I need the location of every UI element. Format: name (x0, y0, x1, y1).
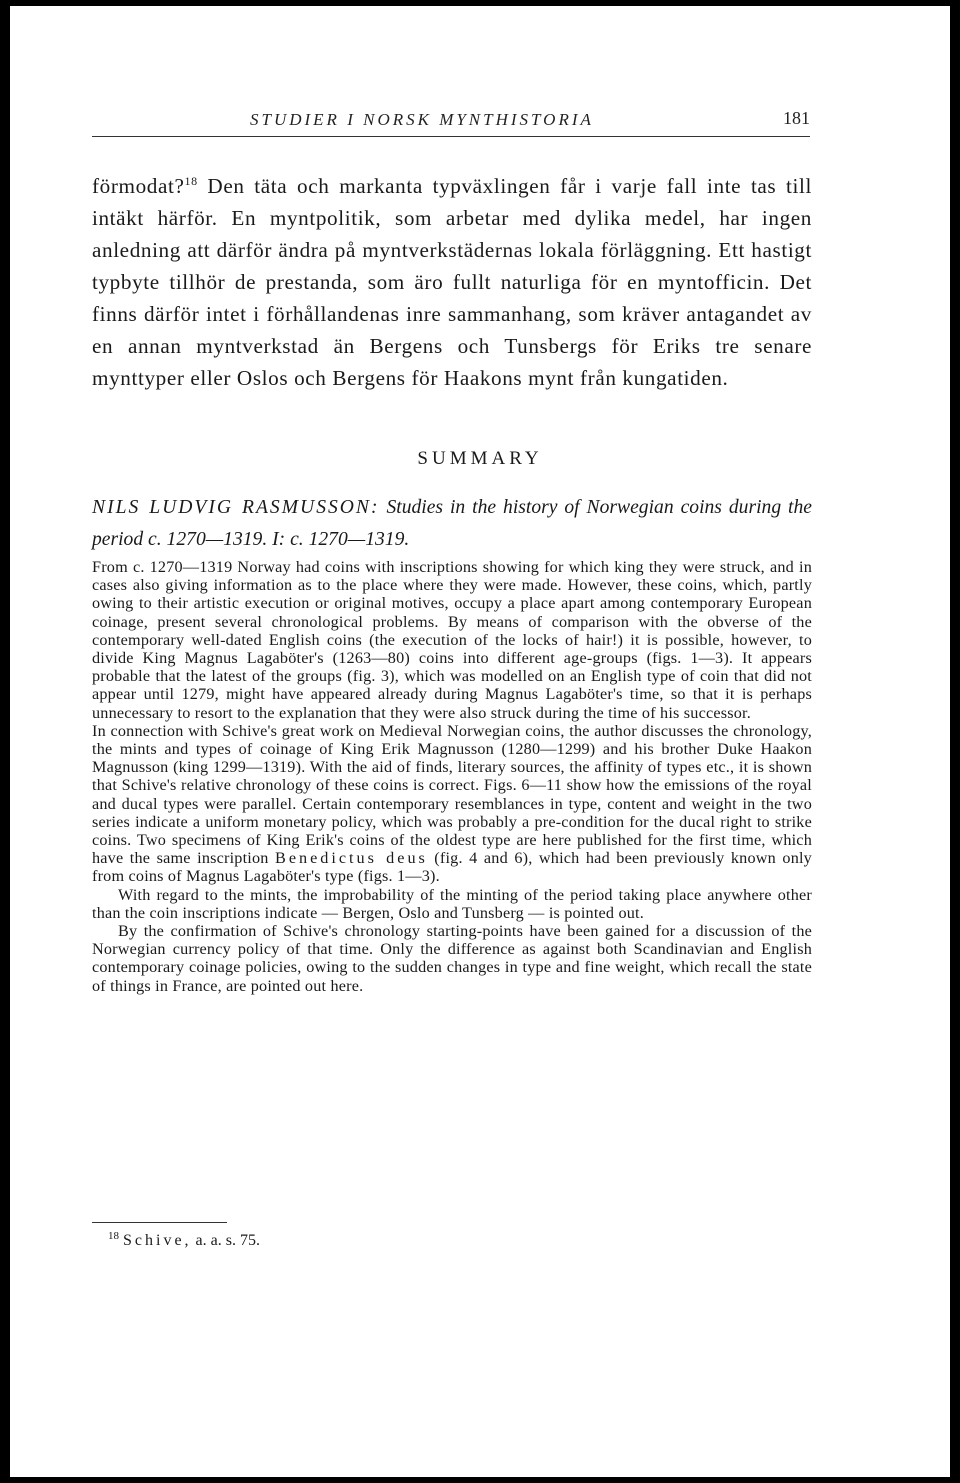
footnote (108, 1232, 260, 1250)
page-header (92, 106, 810, 137)
swedish-paragraph (92, 170, 812, 394)
footnote-ref: 18 (184, 174, 198, 188)
summary-heading: SUMMARY (417, 448, 543, 469)
paragraph-rest: Den täta och markanta typväxlingen får i varje fall inte tas till intäkt härför. En myntpolitik, som arbetar med dylika medel, har ingen anledning att därför ändra på myntverkstädernas lokala förläggning. Ett hastigt typbyte tillhör de prestanda, som äro fullt naturliga för en myntofficin. Det finns därför intet i förhållandenas inre sammanhang, som kräver antagandet av en annan myntverkstad än Bergens och Tunsbergs för Eriks tre senare mynttyper eller Oslos och Bergens för Haakons mynt från kungatiden. (92, 174, 812, 390)
footnote-text: a. a. s. 75. (191, 1232, 260, 1249)
summary-body (92, 558, 812, 995)
summary-paragraph-2-end: (fig. 4 and 6), which had been previously known only from coins of Magnus Lagaböter's type (figs. 1—3). (92, 849, 812, 886)
footnote-number: 18 (108, 1230, 119, 1242)
summary-paragraph-3: With regard to the mints, the improbability of the minting of the period taking place anywhere other than the coin inscriptions indicate — Bergen, Oslo and Tunsberg — is pointed out. (92, 885, 812, 922)
summary-paragraph-4: By the confirmation of Schive's chronology starting-points have been gained for a discussion of the Norwegian currency policy of that time. Only the difference as against both Scandinavian and English contemporary coinage policies, owing to the sudden changes in type and fine weight, which recall the state of things in France, are pointed out here. (92, 922, 812, 995)
summary-title (92, 492, 812, 556)
paragraph-start: förmodat? (92, 174, 185, 198)
book-page (10, 6, 950, 1477)
summary-author: NILS LUDVIG RASMUSSON: (92, 497, 380, 518)
summary-paragraph-1: From c. 1270—1319 Norway had coins with inscriptions showing for which king they were struck, and in cases also giving information as to the place where they were made. However, these coins, which, partly owing to their artistic execution or original motives, occupy a place apart among contemporary European coinage, present several chronological problems. By means of comparison with the obverse of the contemporary well-dated English coins (the execution of the locks of hair!) it is possible, however, to divide King Magnus Lagaböter's (1263—80) coins into different age-groups (figs. 1—3). It appears probable that the latest of the groups (fig. 3), which was modelled on an English type of coin that did not appear until 1279, might have appeared already during Magnus Lagaböter's time, so that it is perhaps unnecessary to resort to the explanation that they were also struck during the time of his successor. (92, 558, 812, 722)
summary-paragraph-2 (92, 722, 812, 886)
footnote-author: Schive, (123, 1232, 192, 1249)
footnote-divider (92, 1222, 227, 1223)
inscription-text: Benedictus deus (275, 849, 428, 868)
summary-paragraph-2-start: In connection with Schive's great work on Medieval Norwegian coins, the author discusses the chronology, the mints and types of coinage of King Erik Magnusson (1280—1299) and his brother Duke Haakon Magnusson (king 1299—1319). With the aid of finds, literary sources, the affinity of types etc., it is shown that Schive's relative chronology of these coins is correct. Figs. 6—11 show how the emissions of the royal and ducal types were parallel. Certain contemporary resemblances in type, content and weight in the two series indicate a uniform monetary policy, which was probably a pre-condition for the ducal right to strike coins. Two specimens of King Erik's coins of the oldest type are here published for the first time, which have the same inscription (92, 721, 812, 868)
summary-title-text: Studies in the history of Norwegian coins during the period c. 1270—1319. I: c. 1270—1319. (92, 497, 812, 550)
page-number: 181 (783, 108, 810, 128)
running-head: STUDIER I NORSK MYNTHISTORIA (250, 110, 594, 129)
